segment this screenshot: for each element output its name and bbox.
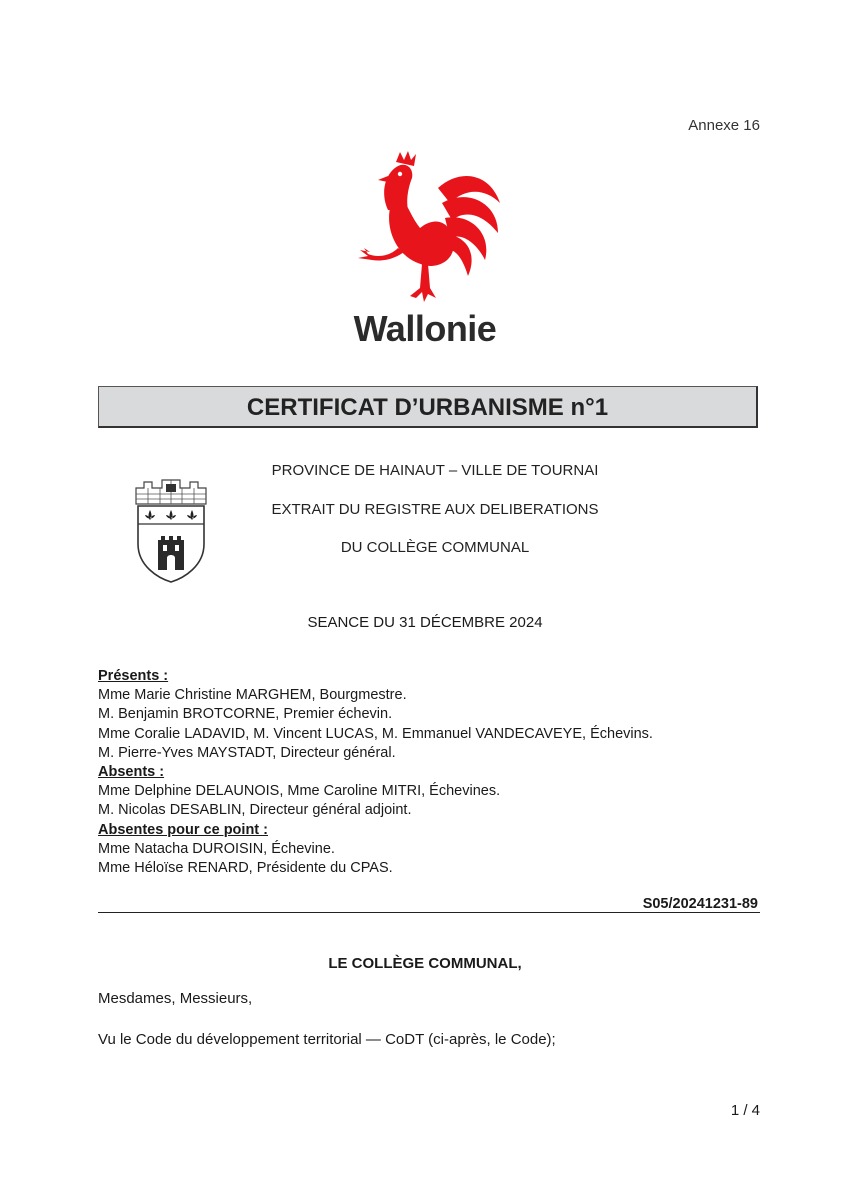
divider-line <box>98 912 760 913</box>
vu-paragraph: Vu le Code du développement territorial — CoDT (ci-après, le Code); <box>98 1031 556 1048</box>
absent-point-member: Mme Héloïse RENARD, Présidente du CPAS. <box>98 860 393 877</box>
college-heading: LE COLLÈGE COMMUNAL, <box>328 955 522 972</box>
absentes-point-heading: Absentes pour ce point : <box>98 821 268 838</box>
present-member: Mme Coralie LADAVID, M. Vincent LUCAS, M. Emmanuel VANDECAVEYE, Échevins. <box>98 725 653 742</box>
absent-member: M. Nicolas DESABLIN, Directeur général adjoint. <box>98 802 412 819</box>
header-register-line: EXTRAIT DU REGISTRE AUX DELIBERATIONS <box>271 501 599 518</box>
absent-member: Mme Delphine DELAUNOIS, Mme Caroline MITRI, Échevines. <box>98 783 501 800</box>
absent-point-member: Mme Natacha DUROISIN, Échevine. <box>98 840 335 857</box>
annex-label: Annexe 16 <box>688 117 760 134</box>
absents-heading: Absents : <box>98 764 165 781</box>
wallonie-wordmark: Wallonie <box>353 308 497 349</box>
title-banner <box>98 386 758 428</box>
page-number: 1 / 4 <box>730 1102 760 1119</box>
document-title: CERTIFICAT D’URBANISME n°1 <box>246 394 609 421</box>
attendance-block <box>98 667 778 878</box>
present-member: M. Benjamin BROTCORNE, Premier échevin. <box>98 706 393 723</box>
present-member: M. Pierre-Yves MAYSTADT, Directeur général. <box>98 744 396 761</box>
tournai-coat-of-arms <box>128 474 214 584</box>
presents-heading: Présents : <box>98 668 169 684</box>
reference-number: S05/20241231-89 <box>642 896 758 912</box>
present-member: Mme Marie Christine MARGHEM, Bourgmestre. <box>98 687 407 704</box>
wallonia-rooster-logo <box>350 148 510 308</box>
session-date: SEANCE DU 31 DÉCEMBRE 2024 <box>307 614 543 631</box>
salutation: Mesdames, Messieurs, <box>98 990 253 1007</box>
header-province-line: PROVINCE DE HAINAUT – VILLE DE TOURNAI <box>271 462 599 479</box>
header-college-line: DU COLLÈGE COMMUNAL <box>340 539 530 556</box>
